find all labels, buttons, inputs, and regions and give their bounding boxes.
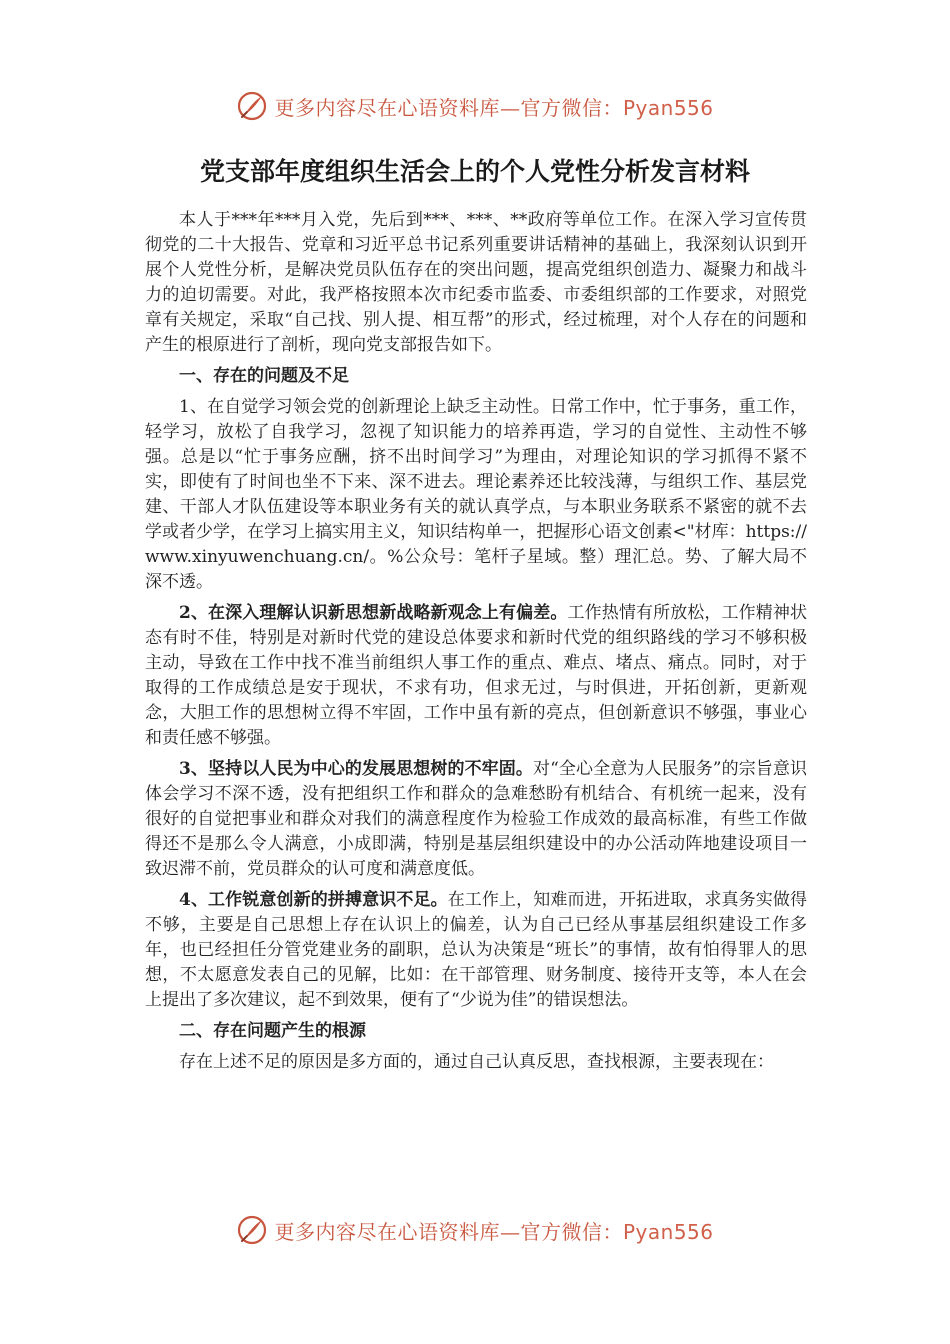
banner-slogan: 更多内容尽在心语资料库—官方微信： — [274, 1219, 623, 1244]
problem-item-1-lead: 1、在自觉学习领会党的创新理论上缺乏主动性。 — [179, 397, 550, 417]
problem-item-4 — [145, 888, 807, 1013]
problem-item-2 — [145, 601, 807, 751]
quill-pen-circle-icon — [236, 90, 268, 122]
problem-item-4-body: 在工作上，知难而进，开拓进取，求真务实做得不够，主要是自己思想上存在认识上的偏差，认为自己已经从事基层组织建设工作多年，也已经担任分管党建业务的副职，总认为决策是“班长”的事情，故有怕得罪人的思想，不太愿意发表自己的见解，比如：在干部管理、财务制度、接待开支等，本人在会上提出了多次建议，起不到效果，便有了“少说为佳”的错误想法。 — [145, 890, 808, 1010]
problem-item-1 — [145, 395, 807, 595]
root-causes-intro: 存在上述不足的原因是多方面的，通过自己认真反思，查找根源，主要表现在： — [179, 1052, 774, 1072]
quill-pen-circle-icon — [236, 1214, 268, 1246]
problem-item-2-body: 工作热情有所放松，工作精神状态有时不佳，特别是对新时代党的建设总体要求和新时代党的组织路线的学习不够积极主动，导致在工作中找不准当前组织人事工作的重点、难点、堵点、痛点。同时，对于取得的工作成绩总是安于现状，不求有功，但求无过，与时俱进，开拓创新，更新观念，大胆工作的思想树立得不牢固，工作中虽有新的亮点，但创新意识不够强，事业心和责任感不够强。 — [145, 603, 808, 748]
section-heading-problems: 一、存在的问题及不足 — [179, 366, 349, 386]
header-watermark-banner — [0, 84, 950, 128]
banner-contact: Pyan556 — [622, 95, 714, 120]
document-body — [145, 208, 807, 1081]
banner-text — [274, 92, 713, 121]
problem-item-3-body: 对“全心全意为人民服务”的宗旨意识体会学习不深不透，没有把组织工作和群众的急难愁盼有机结合、有机统一起来，没有很好的自觉把事业和群众对我们的满意程度作为检验工作成效的最高标准，有些工作做得还不是那么令人满意，小成即满，特别是基层组织建设中的办公活动阵地建设项目一致迟滞不前，党员群众的认可度和满意度低。 — [145, 759, 808, 879]
intro-paragraph: 本人于***年***月入党，先后到***、***、**政府等单位工作。在深入学习宣传贯彻党的二十大报告、党章和习近平总书记系列重要讲话精神的基础上，我深刻认识到开展个人党性分析，是解决党员队伍存在的突出问题，提高党组织创造力、凝聚力和战斗力的迫切需要。对此，我严格按照本次市纪委市监委、市委组织部的工作要求，对照党章有关规定，采取“自己找、别人提、相互帮”的形式，经过梳理，对个人存在的问题和产生的根原进行了剖析，现向党支部报告如下。 — [145, 210, 807, 355]
banner-slogan: 更多内容尽在心语资料库—官方微信： — [274, 95, 623, 120]
problem-item-4-lead: 4、工作锐意创新的拼搏意识不足。 — [179, 890, 448, 910]
document-title: 党支部年度组织生活会上的个人党性分析发言材料 — [199, 157, 750, 186]
problem-item-3 — [145, 757, 807, 882]
problem-item-2-lead: 2、在深入理解认识新思想新战略新观念上有偏差。 — [179, 603, 568, 623]
problem-item-1-body: 日常工作中，忙于事务，重工作，轻学习，放松了自我学习，忽视了知识能力的培养再造，学习的自觉性、主动性不够强。总是以“忙于事务应酬，挤不出时间学习”为理由，对理论知识的学习抓得不紧不实，即使有了时间也坐不下来、深不进去。理论素养还比较浅薄，与组织工作、基层党建、干部人才队伍建设等本职业务有关的就认真学点，与本职业务联系不紧密的就不去学或者少学，在学习上搞实用主义，知识结构单一，把握形心语文创素<"材库：https://www.xinyuwenchuang.cn/。%公众号：笔杆子星域。整）理汇总。势、了解大局不深不透。 — [145, 397, 807, 592]
problem-item-3-lead: 3、坚持以人民为中心的发展思想树的不牢固。 — [179, 759, 533, 779]
banner-contact: Pyan556 — [622, 1219, 714, 1244]
banner-text — [274, 1216, 713, 1245]
section-heading-root-causes: 二、存在问题产生的根源 — [179, 1021, 366, 1041]
footer-watermark-banner — [0, 1208, 950, 1252]
